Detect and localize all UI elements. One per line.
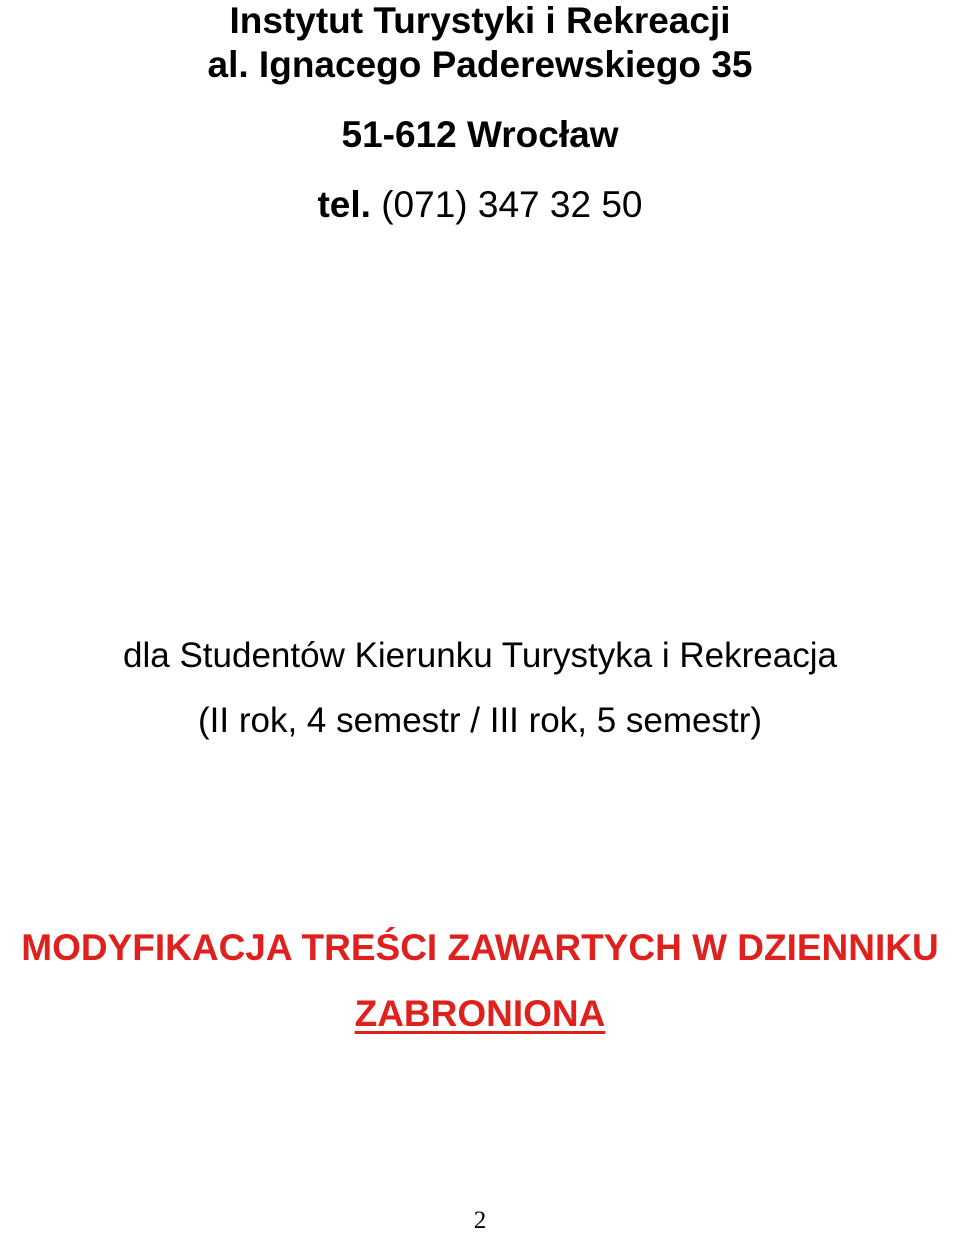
city-postcode: 51-612 Wrocław (341, 114, 619, 155)
warning-underlined-text: ZABRONIONA (354, 993, 606, 1034)
street-address: al. Ignacego Paderewskiego 35 (207, 44, 753, 85)
warning-line-1: MODYFIKACJA TREŚCI ZAWARTYCH W DZIENNIKU (21, 927, 939, 968)
phone-number: (071) 347 32 50 (381, 184, 643, 225)
warning-line-2 (0, 995, 960, 1032)
audience-line-2: (II rok, 4 semestr / III rok, 5 semestr) (198, 701, 762, 740)
institute-name: Instytut Turystyki i Rekreacji (229, 0, 731, 41)
page-number: 2 (473, 1207, 487, 1234)
audience-line-1: dla Studentów Kierunku Turystyka i Rekreacja (123, 636, 837, 675)
phone-prefix: tel. (317, 184, 371, 225)
phone-line (0, 186, 960, 223)
